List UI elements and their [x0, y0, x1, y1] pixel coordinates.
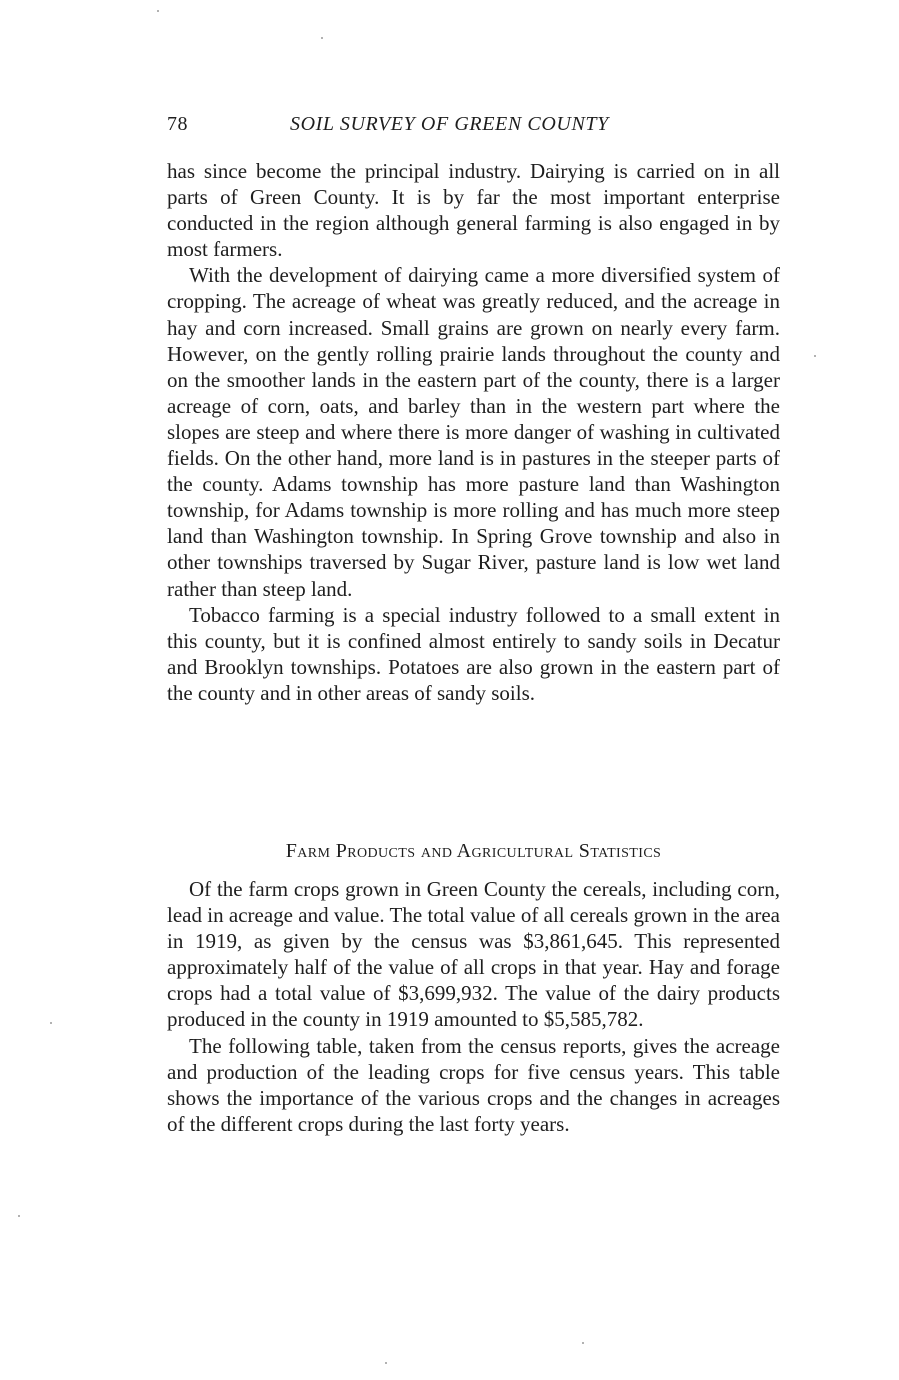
paper-speck	[18, 1215, 20, 1217]
page-number: 78	[167, 113, 188, 135]
paragraph-farm-crops: Of the farm crops grown in Green County the cereals, including corn, lead in acreage and value. The total value of all cereals grown in the area in 1919, as given by the census was $3,861,645. This represented approximately half of the value of all crops in that year. Hay and forage crops had a total value of $3,699,932. The value of the dairy products produced in the county in 1919 amounted to $5,585,782.	[167, 877, 780, 1032]
paper-speck	[321, 37, 323, 39]
paper-speck	[50, 1022, 52, 1024]
body-text-top	[167, 158, 780, 706]
paper-speck	[385, 1362, 387, 1364]
paragraph-continuation: has since become the principal industry. Dairying is carried on in all parts of Green County. It is by far the most important enterprise conducted in the region although general farming is also engaged in by most farmers.	[167, 159, 780, 262]
body-text-bottom	[167, 876, 780, 1137]
paper-speck	[814, 355, 816, 357]
paragraph-census-table: The following table, taken from the census reports, gives the acreage and production of the leading crops for five census years. This table shows the importance of the various crops and the changes in acreages of the different crops during the last forty years.	[167, 1033, 780, 1136]
running-title: SOIL SURVEY OF GREEN COUNTY	[290, 113, 609, 135]
running-head	[167, 111, 780, 137]
paragraph-tobacco: Tobacco farming is a special industry followed to a small extent in this county, but it is confined almost entirely to sandy soils in Decatur and Brooklyn townships. Potatoes are also grown in the eastern part of the county and in other areas of sandy soils.	[167, 602, 780, 705]
section-heading: Farm Products and Agricultural Statistics	[285, 840, 662, 862]
paper-speck	[582, 1342, 584, 1344]
paper-speck	[157, 10, 159, 12]
paragraph-cropping: With the development of dairying came a more diversified system of cropping. The acreage of wheat was greatly reduced, and the acreage in hay and corn increased. Small grains are grown on nearly every farm. However, on the gently rolling prairie lands throughout the county and on the smoother lands in the eastern part of the county, there is a larger acreage of corn, oats, and barley than in the western part where the slopes are steep and where there is more danger of washing in cultivated fields. On the other hand, more land is in pastures in the steeper parts of the county. Adams township has more pasture land than Washington township, for Adams township is more rolling and has much more steep land than Washington township. In Spring Grove township and also in other townships traversed by Sugar River, pasture land is low wet land rather than steep land.	[167, 263, 780, 601]
